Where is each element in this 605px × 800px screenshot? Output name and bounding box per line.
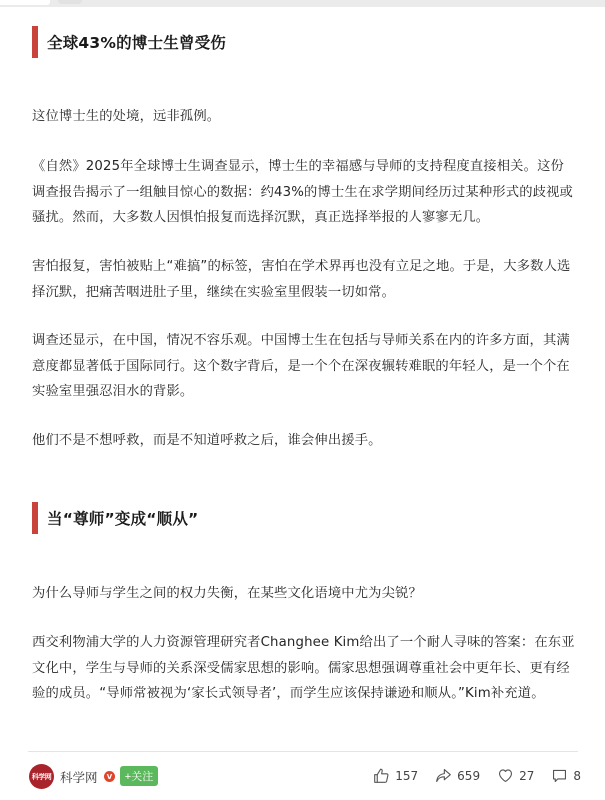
repost-button[interactable] xyxy=(435,767,480,784)
section-title: 当“尊师”变成“顺从” xyxy=(47,510,199,528)
like-count: 157 xyxy=(395,768,419,783)
section-heading-2 xyxy=(32,502,198,534)
favorite-button[interactable] xyxy=(497,767,534,784)
paragraph: 害怕报复，害怕被贴上“难搞”的标签，害怕在学术界再也没有立足之地。于是，大多数人选择沉默，把痛苦咽进肚子里，继续在实验室里假装一切如常。 xyxy=(32,259,571,300)
tab-handle xyxy=(58,0,82,4)
paragraph: 为什么导师与学生之间的权力失衡，在某些文化语境中尤为尖锐？ xyxy=(32,586,422,601)
paragraph: 调查还显示，在中国，情况不容乐观。中国博士生在包括与导师关系在内的许多方面，其满意度都显著低于国际同行。这个数字背后，是一个个在深夜辗转难眠的年轻人，是一个个在实验室里强忍泪水的背影。 xyxy=(32,333,570,399)
paragraph: 西交利物浦大学的人力资源管理研究者Changhee Kim给出了一个耐人寻味的答案：在东亚文化中，学生与导师的关系深受儒家思想的影响。儒家思想强调尊重社会中更年长、更有经验的成员。“导师常被视为‘家长式领导者’，而学生应该保持谦逊和顺从。”Kim补充道。 xyxy=(32,635,575,701)
paragraph: 《自然》2025年全球博士生调查显示，博士生的幸福感与导师的支持程度直接相关。这份调查报告揭示了一组触目惊心的数据：约43%的博士生在求学期间经历过某种形式的歧视或骚扰。然而，大多数人因惧怕报复而选择沉默，真正选择举报的人寥寥无几。 xyxy=(32,159,573,225)
section-title: 全球43%的博士生曾受伤 xyxy=(47,34,227,52)
section-heading-1 xyxy=(32,26,226,58)
engagement-stats xyxy=(356,767,581,784)
repost-count: 659 xyxy=(457,768,481,783)
follow-button[interactable]: +关注 xyxy=(120,766,158,786)
paragraph: 他们不是不想呼救，而是不知道呼救之后，谁会伸出援手。 xyxy=(32,433,382,448)
heading-accent-bar xyxy=(32,26,38,58)
footer-divider xyxy=(28,751,578,752)
heart-icon xyxy=(497,767,514,784)
tab-segment xyxy=(0,0,50,5)
paragraph: 这位博士生的处境，远非孤例。 xyxy=(32,109,221,124)
like-button[interactable] xyxy=(373,767,418,784)
thumbs-up-icon xyxy=(373,767,390,784)
share-arrow-icon xyxy=(435,767,452,784)
favorite-count: 27 xyxy=(519,768,535,783)
account-avatar[interactable]: 科学网 xyxy=(29,764,54,789)
comment-count: 8 xyxy=(573,768,581,783)
heading-accent-bar xyxy=(32,502,38,534)
account-name[interactable]: 科学网 xyxy=(60,770,98,785)
comment-bubble-icon xyxy=(551,767,568,784)
verified-badge-icon: V xyxy=(104,771,115,782)
post-footer xyxy=(0,762,605,792)
comment-button[interactable] xyxy=(551,767,581,784)
top-tab-strip xyxy=(0,0,605,7)
